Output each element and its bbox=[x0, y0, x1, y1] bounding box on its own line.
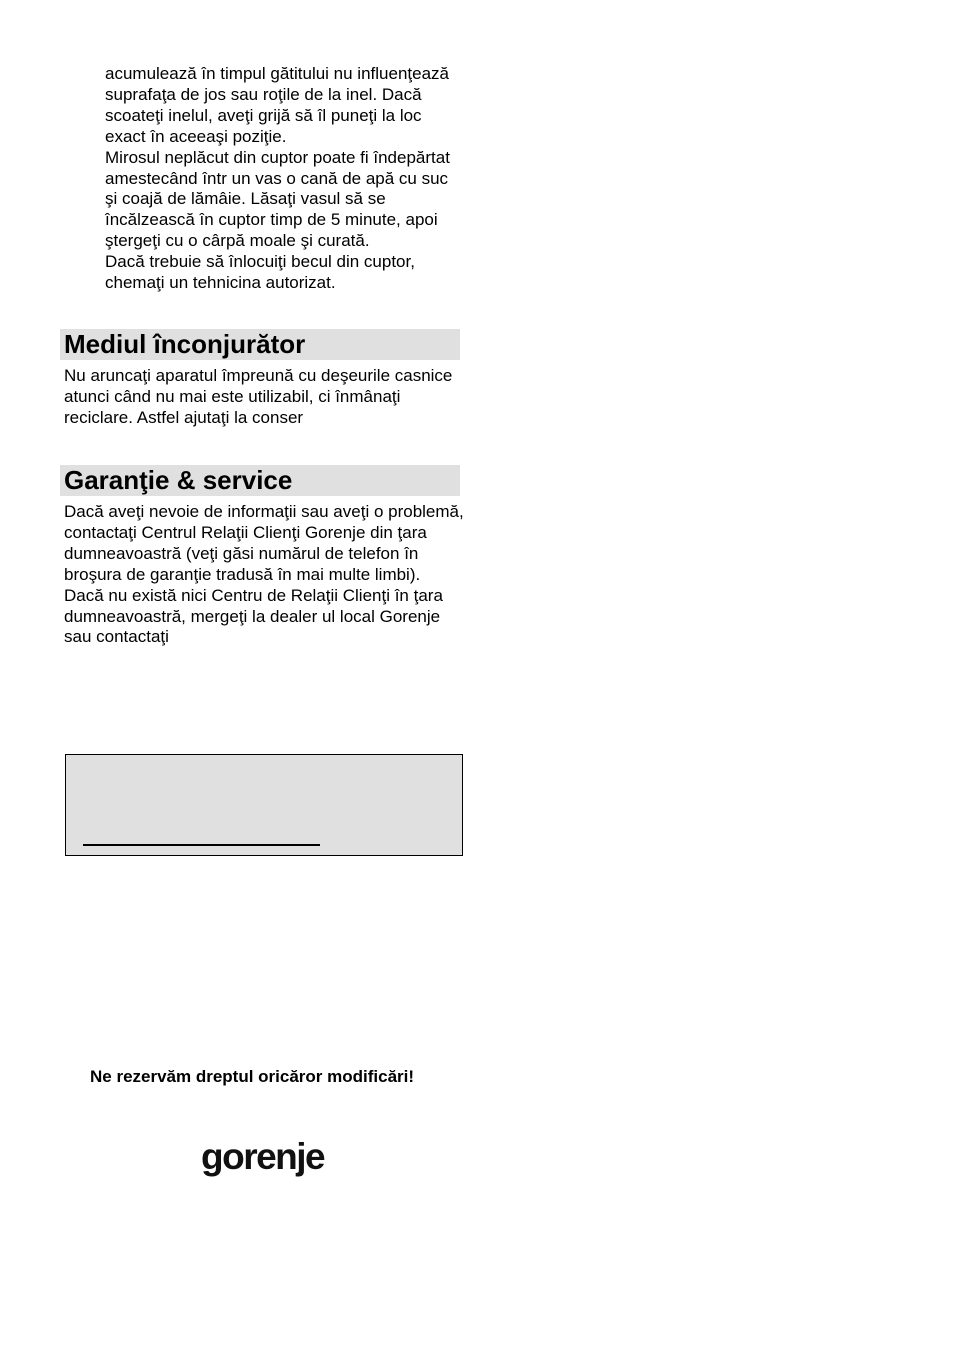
disclaimer-text: Ne rezervăm dreptul oricăror modificări! bbox=[90, 1067, 415, 1086]
placeholder-box bbox=[65, 754, 463, 856]
warranty-text: Dacă aveţi nevoie de informaţii sau aveţi o problemă, contactaţi Centrul Relaţii Clienţi Gorenje din ţara dumneavoastră (veţi găsi numărul de telefon în broşura de garanţie tradusă în mai multe limbi). Dacă nu există nici Centru de Relaţii Clienţi în ţara dumneavoastră, mergeţi la dealer ul local Gorenje sau contactaţi bbox=[64, 502, 464, 647]
intro-paragraph-bulb: Dacă trebuie să înlocuiţi becul din cuptor, chemaţi un tehnicina autorizat. bbox=[105, 252, 415, 293]
environment-text-line-1: Nu aruncaţi aparatul împreună cu deşeurile casnice atunci când nu mai este utilizabil, ci înmânaţi bbox=[64, 366, 453, 406]
signature-line bbox=[83, 844, 320, 846]
intro-paragraph-odor: Mirosul neplăcut din cuptor poate fi îndepărtat amestecând într un vas o cană de apă cu suc şi coajă de lămâie. Lăsaţi vasul să se încălzească în cuptor timp de 5 minute, apoi ştergeţi cu o cârpă moale şi curată. bbox=[105, 147, 450, 251]
warranty-heading: Garanţie & service bbox=[60, 465, 460, 496]
gorenje-logo: gorenje bbox=[201, 1136, 325, 1177]
intro-text-block bbox=[105, 64, 465, 294]
environment-text-line-2: reciclare. Astfel ajutaţi la conser bbox=[64, 407, 304, 427]
environment-text bbox=[64, 366, 464, 429]
intro-paragraph-ring: acumulează în timpul gătitului nu influenţează suprafaţa de jos sau roţile de la inel. Dacă scoateţi inelul, aveţi grijă să îl puneţi la loc exact în aceeaşi poziţie. bbox=[105, 64, 449, 146]
environment-heading: Mediul înconjurător bbox=[60, 329, 460, 360]
